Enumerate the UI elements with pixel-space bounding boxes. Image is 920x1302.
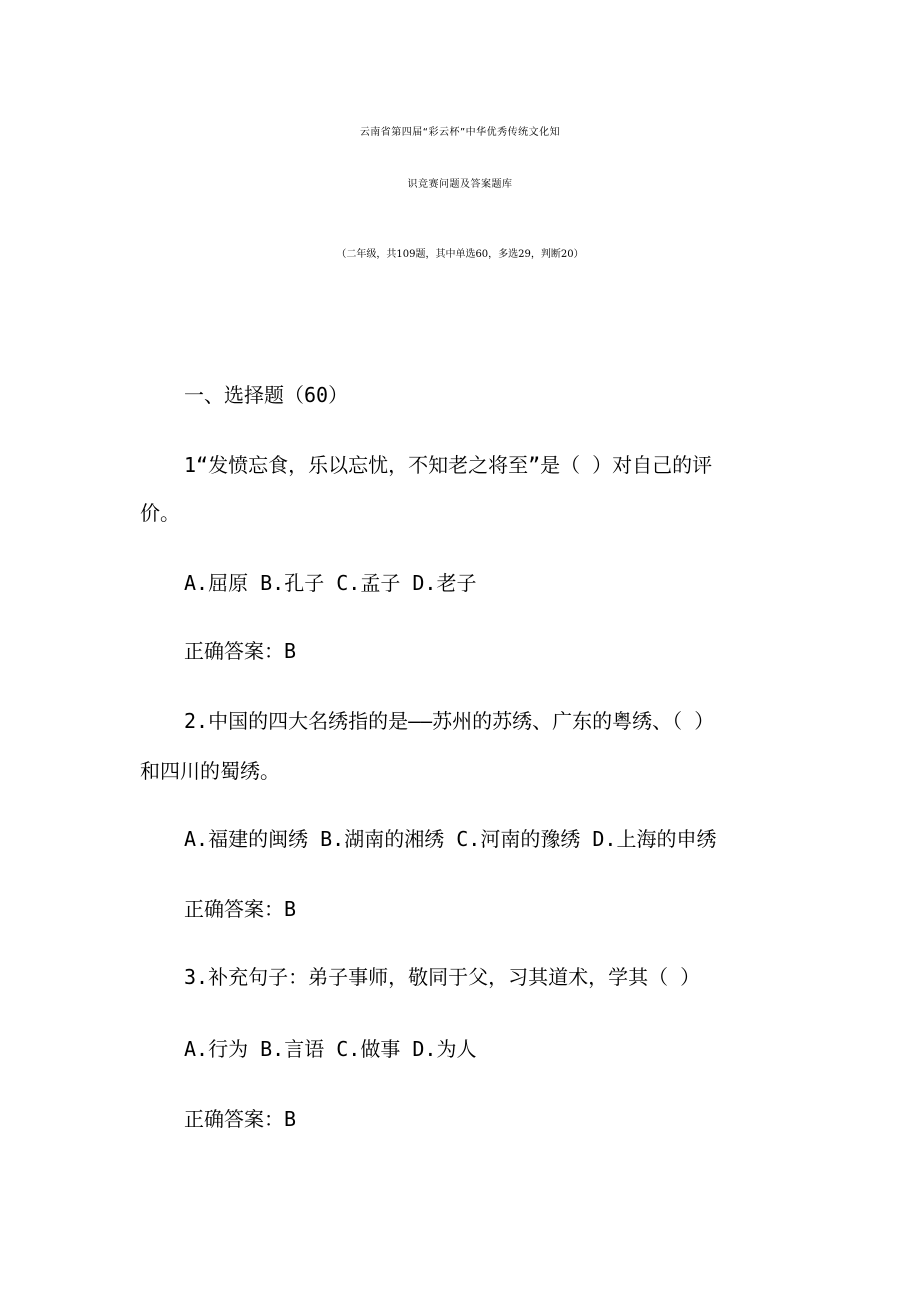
question-3-options: A.行为 B.言语 C.做事 D.为人	[184, 1037, 477, 1061]
question-2-options: A.福建的闽绣 B.湖南的湘绣 C.河南的豫绣 D.上海的申绣	[184, 827, 717, 851]
section-heading: 一、选择题（60）	[184, 383, 349, 407]
question-1-answer: 正确答案：B	[184, 639, 297, 663]
question-1-stem-line-1: 1“发愤忘食，乐以忘忧，不知老之将至”是（ ）对自己的评	[184, 453, 713, 477]
question-2-stem-line-1: 2.中国的四大名绣指的是——苏州的苏绣、广东的粤绣、（ ）	[184, 709, 715, 733]
question-1-options: A.屈原 B.孔子 C.孟子 D.老子	[184, 571, 477, 595]
document-title-line-1: 云南省第四届“彩云杯”中华优秀传统文化知	[359, 127, 561, 138]
question-2-answer: 正确答案：B	[184, 897, 297, 921]
question-3-answer: 正确答案：B	[184, 1107, 297, 1131]
document-title-line-2: 识竞赛问题及答案题库	[407, 179, 513, 190]
document-subtitle: （二年级，共109题，其中单选60，多选29，判断20）	[336, 249, 584, 260]
question-1-stem-line-2: 价。	[140, 501, 180, 525]
question-3-stem: 3.补充句子：弟子事师，敬同于父，习其道术，学其（ ）	[184, 965, 701, 989]
question-2-stem-line-2: 和四川的蜀绣。	[140, 759, 280, 783]
